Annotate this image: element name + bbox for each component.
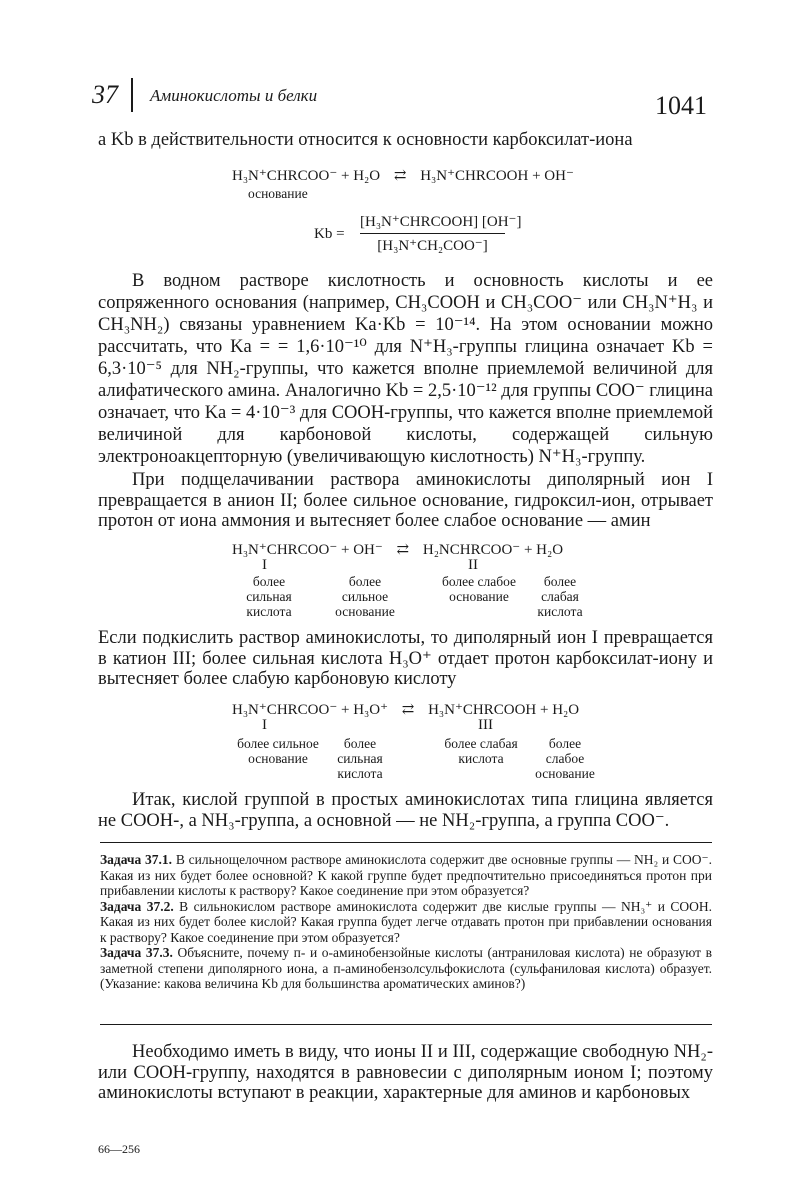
eq1-base-label: основание [248,186,308,201]
paragraph-acidity-basicity [98,270,713,468]
paragraph-4-text: Итак, кислой группой в простых аминокислотах типа глицина является не COOH-, а NH₃-группа, а основной — не NH₂-группа, а группа COO⁻. [98,790,713,831]
kb-denominator: [H₃N⁺CH₂COO⁻] [377,238,488,254]
eq3-label-3: более слабая кислота [444,736,518,766]
eq2-left: H₃N⁺CHRCOO⁻ + OH⁻ [232,542,383,558]
intro-line: а Kb в действительности относится к основности карбоксилат-иона [98,130,633,150]
eq2-label-2: более сильное основание [335,574,395,619]
eq3-roman-right: III [478,717,493,733]
problem-text: В сильнокислом растворе аминокислота содержит две кислые группы — NH₃⁺ и COOH. Какая из них будет более кислой? Какая группа будет легче отдавать протон при прибавлении основания к раствору? Какое соединение при этом образуется? [100,898,712,945]
paragraph-2-text: При подщелачивании раствора аминокислоты диполярный ион I превращается в анион II; более сильное основание, гидроксил-ион, отрывает протон от иона аммония и вытесняет более слабое основание — амин [98,470,713,531]
problems-block [100,852,712,992]
eq1-right: H₃N⁺CHRCOOH + OH⁻ [420,168,574,184]
paragraph-conclusion [98,790,713,831]
paragraph-5-text: Необходимо иметь в виду, что ионы II и III, содержащие свободную NH₂- или COOH-группу, находятся в равновесии с диполярным ионом I; поэтому аминокислоты вступают в реакции, характерные для аминов и карбоновых [98,1042,713,1103]
equation-base-hydrolysis [232,166,574,185]
eq3-roman-left: I [262,717,267,733]
kb-numerator: [H₃N⁺CHRCOOH] [OH⁻] [360,214,522,230]
eq2-label-3: более слабое основание [441,574,517,604]
equation-acidification [232,700,579,719]
eq3-label-4: более слабое основание [535,736,595,781]
eq2-right: H₂NCHRCOO⁻ + H₂O [422,542,564,558]
problem-text: Объясните, почему п- и о-аминобензойные кислоты (антраниловая кислота) не образуют в заметной степени диполярного иона, а п-аминобензолсульфокислота (сульфаниловая кислота) образует. (Указание: какова величина Kb для большинства ароматических аминов?) [100,945,713,991]
eq2-label-4: более слабая кислота [537,574,583,619]
eq3-left: H₃N⁺CHRCOO⁻ + H₃O⁺ [232,702,389,718]
equation-alkalization [232,540,563,559]
eq2-roman-right: II [468,557,478,573]
paragraph-alkalization [98,470,713,532]
equilibrium-arrow-icon: ⇄ [393,168,407,184]
equilibrium-arrow-icon: ⇄ [401,702,415,718]
chapter-number: 37 [92,80,118,109]
eq3-label-1: более сильное основание [237,736,319,766]
kb-formula [360,212,522,255]
eq2-label-1: более сильная кислота [246,574,292,619]
eq2-roman-left: I [262,557,267,573]
paragraph-1-text: В водном растворе кислотность и основность кислоты и ее сопряженного основания (например, CH₃COOH и CH₃COO⁻ или CH₃N⁺H₃ и CH₃NH₂) связаны уравнением Ka·Kb = 10⁻¹⁴. На этом основании можно рассчитать, что Ka = = 1,6·10⁻¹⁰ для N⁺H₃-группы глицина означает Kb = 6,3·10⁻⁵ для NH₂-группы, что кажется вполне приемлемой величиной для алифатического амина. Аналогично Kb = 2,5·10⁻¹² для группы COO⁻ глицина означает, что Ka = 4·10⁻³ для COOH-группы, что кажется вполне приемлемой величиной для карбоновой кислоты, содержащей сильную электроноакцепторную (увеличивающую кислотность) N⁺H₃-группу. [98,271,713,467]
problem-label: Задача 37.1. [100,852,173,867]
eq3-right: H₃N⁺CHRCOOH + H₂O [428,702,580,718]
page-number: 1041 [655,91,707,120]
paragraph-equilibrium [98,1042,713,1104]
kb-lhs: Kb = [314,226,345,242]
problem-37-2 [100,899,712,946]
problems-bottom-rule [100,1024,712,1025]
eq3-label-2: более сильная кислота [337,736,383,781]
eq1-left: H₃N⁺CHRCOO⁻ + H₂O [232,168,381,184]
header-divider [131,78,133,112]
paragraph-3-text: Если подкислить раствор аминокислоты, то диполярный ион I превращается в катион III; более сильная кислота H₃O⁺ отдает протон карбоксилат-иону и вытесняет более слабую карбоновую кислоту [98,628,713,689]
problem-label: Задача 37.3. [100,945,173,960]
problem-text: В сильнощелочном растворе аминокислота содержит две основные группы — NH₂ и COO⁻. Какая из них будет более основной? К какой группе будет предпочтительно присоединяться протон при прибавлении кислоты к раствору? Какое соединение при этом образуется? [100,852,712,898]
problem-label: Задача 37.2. [100,898,174,914]
chapter-title: Аминокислоты и белки [150,86,318,105]
problem-37-1 [100,852,712,899]
problem-37-3 [100,945,712,992]
problems-top-rule [100,842,712,843]
footer-signature-code: 66—256 [98,1142,140,1156]
paragraph-acidification [98,628,713,690]
equilibrium-arrow-icon: ⇄ [396,542,410,558]
fraction-bar [360,233,505,234]
